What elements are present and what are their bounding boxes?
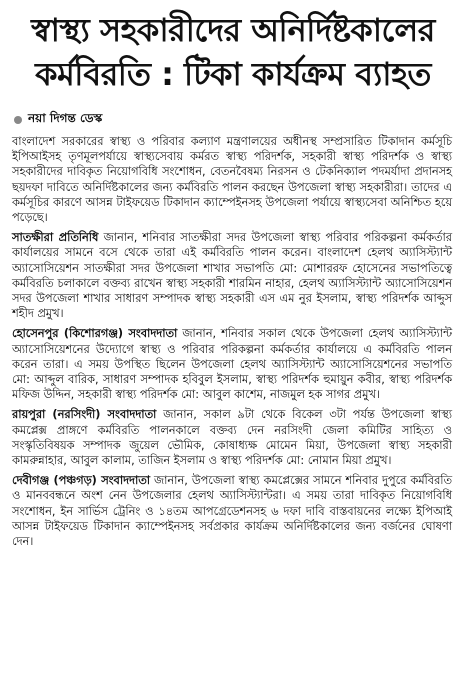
paragraph-lead: সাতক্ষীরা প্রতিনিধি — [12, 231, 99, 245]
paragraph-text: জানান, শনিবার সাতক্ষীরা সদর উপজেলা স্বাস্থ্য পরিবার পরিকল্পনা কর্মকর্তার কার্যালয়ের সামনে বসে থেকে তারা এই কর্মবিরতি পালন করেন। বাংলাদেশ হেলথ অ্যাসিস্ট্যান্ট অ্যাসোসিয়েশন সাতক্ষীরা সদর উপজেলা শাখার সভাপতি মো: মোশাররফ হোসেনের সভাপতিত্বে কর্মবিরতি চলাকালে বক্তব্য রাখেন স্বাস্থ্য সহকারী শারমিন নাহার, হেলথ অ্যাসিস্ট্যান্ট অ্যাসোসিয়েশন সদর উপজেলা শাখার সাধারণ সম্পাদক স্বাস্থ্য সহকারী এস এম নুর ইসলাম, স্বাস্থ্য পরিদর্শক আব্দুস শহীদ প্রমুখ। — [12, 231, 452, 321]
paragraph-3 — [12, 326, 452, 402]
headline-line-2: কর্মবিরতি : টিকা কার্যক্রম ব্যাহত — [35, 55, 431, 93]
paragraph-1 — [12, 134, 452, 225]
paragraph-2 — [12, 230, 452, 321]
paragraph-text: জানান, সকাল ৯টা থেকে বিকেল ৩টা পর্যন্ত উপজেলা স্বাস্থ্য কমপ্লেক্স প্রাঙ্গণে কর্মবিরতি পালনকালে বক্তব্য দেন নরসিংদী জেলা কমিটির সাহিত্য ও সংস্কৃতিবিষয়ক সম্পাদক জুয়েল ভৌমিক, কোষাধ্যক্ষ মোমেন মিয়া, উপজেলা স্বাস্থ্য সহকারী কামরুন্নাহার, আবুল কালাম, তাজিন ইসলাম ও স্বাস্থ্য পরিদর্শক মো: নোমান মিয়া প্রমুখ। — [12, 408, 452, 468]
paragraph-4 — [12, 407, 452, 468]
paragraph-lead: দেবীগঞ্জ (পঞ্চগড়) সংবাদদাতা — [12, 474, 150, 488]
paragraph-lead: হোসেনপুর (কিশোরগঞ্জ) সংবাদদাতা — [12, 327, 178, 341]
paragraph-text: বাংলাদেশ সরকারের স্বাস্থ্য ও পরিবার কল্যাণ মন্ত্রণালয়ের অধীনস্থ সম্প্রসারিত টিকাদান কর্মসূচি ইপিআইসহ তৃণমূলপর্যায়ে স্বাস্থ্যসেবায় কর্মরত স্বাস্থ্য পরিদর্শক, সহকারী স্বাস্থ্য পরিদর্শক ও স্বাস্থ্য সহকারীদের দাবিকৃত নিয়োগবিধি সংশোধন, বেতনবৈষম্য নিরসন ও টেকনিক্যাল পদমর্যাদা প্রদানসহ ছয়দফা দাবিতে অনির্দিষ্টকালের জন্য কর্মবিরতি পালন করছেন উপজেলা স্বাস্থ্য সহকারীরা। তাদের এ কর্মসূচির কারণে আসন্ন টাইফয়েড টিকাদান ক্যাম্পেইনসহ উপজেলা পর্যায়ে স্বাস্থ্যসেবা অনিশ্চিত হয়ে পড়েছে। — [12, 135, 452, 225]
paragraph-lead: রায়পুরা (নরসিংদী) সংবাদদাতা — [12, 408, 157, 422]
bullet-icon — [14, 116, 22, 124]
headline-line-1: স্বাস্থ্য সহকারীদের অনির্দিষ্টকালের — [31, 11, 435, 49]
byline — [14, 110, 466, 130]
paragraph-5 — [12, 473, 452, 549]
headline — [0, 8, 466, 96]
article-body — [12, 134, 452, 549]
paragraph-text: জানান, শনিবার সকাল থেকে উপজেলা হেলথ অ্যাসিস্ট্যান্ট অ্যাসোসিয়েশনের উদ্যোগে স্বাস্থ্য ও পরিবার পরিকল্পনা কর্মকর্তার কার্যালয়ে এ কর্মবিরতি পালন করেন তারা। এ সময় উপস্থিত ছিলেন উপজেলা হেলথ অ্যাসিস্ট্যান্ট অ্যাসোসিয়েশনের সভাপতি মো: আব্দুল বারিক, সাধারণ সম্পাদক হবিবুল ইসলাম, স্বাস্থ্য পরিদর্শক হুমায়ুন কবীর, স্বাস্থ্য পরিদর্শক মফিজ উদ্দিন, সহকারী স্বাস্থ্য পরিদর্শক মো: আবুল কাশেম, নাজমুল হক সাগর প্রমুখ। — [12, 327, 453, 402]
byline-text: নয়া দিগন্ত ডেস্ক — [28, 111, 103, 125]
paragraph-text: জানান, উপজেলা স্বাস্থ্য কমপ্লেক্সের সামনে শনিবার দুপুরে কর্মবিরতি ও মানববন্ধনে অংশ নেন উপজেলার হেলথ অ্যাসিস্ট্যান্টরা। এ সময় তারা দাবিকৃত নিয়োগবিধি সংশোধন, ইন সার্ভিস ট্রেনিং ও ১৪তম আপগ্রেডেশনসহ ৬ দফা দাবি বাস্তবায়নের লক্ষ্যে ইপিআই আসন্ন টাইফয়েড টিকাদান ক্যাম্পেইনসহ সর্বপ্রকার কার্যক্রম অনির্দিষ্টকালের জন্য বর্জনের ঘোষণা দেন। — [12, 474, 452, 549]
